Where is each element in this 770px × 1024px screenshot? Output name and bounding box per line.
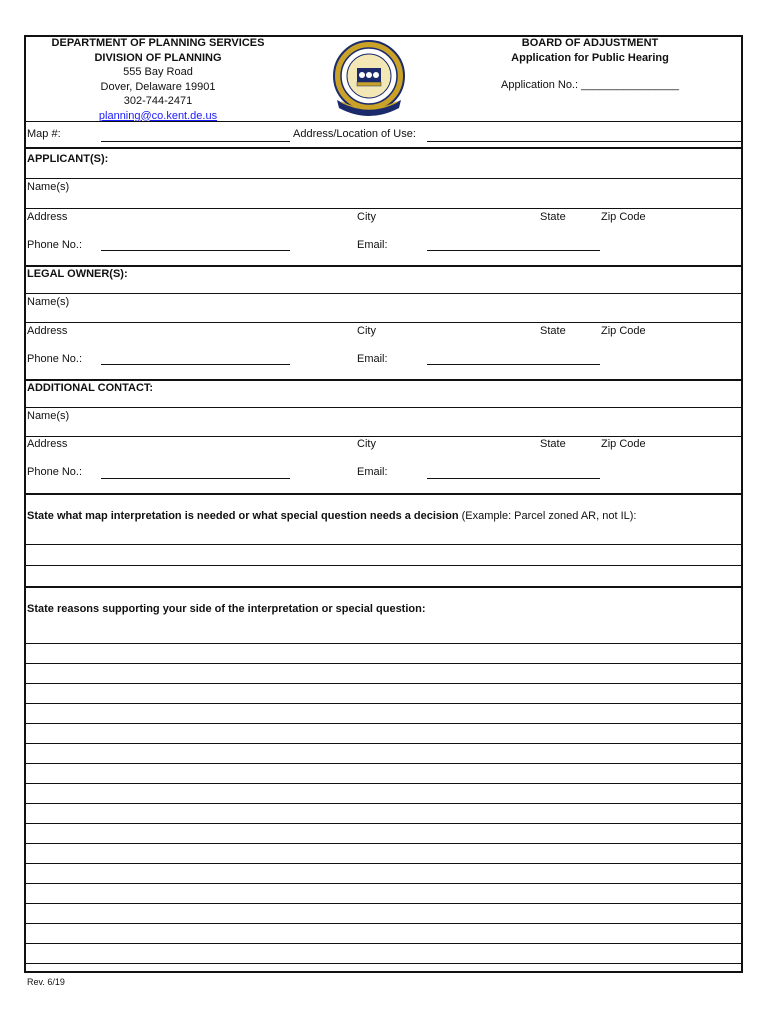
owner-email-label: Email: — [357, 353, 388, 365]
contact-names-field[interactable]: Name(s) — [27, 410, 70, 422]
contact-email-input[interactable] — [427, 478, 600, 479]
department-name: DEPARTMENT OF PLANNING SERVICES — [51, 37, 265, 49]
divider — [24, 178, 743, 179]
answer-line[interactable] — [24, 565, 743, 566]
divider — [24, 407, 743, 408]
division-name: DIVISION OF PLANNING — [94, 51, 222, 64]
owner-address-field[interactable]: Address — [27, 325, 68, 337]
map-number-label: Map #: — [27, 128, 61, 140]
answer-line[interactable] — [24, 823, 743, 824]
answer-line[interactable] — [24, 783, 743, 784]
form-frame — [24, 35, 743, 973]
answer-line[interactable] — [24, 743, 743, 744]
street-address: 555 Bay Road — [123, 66, 193, 78]
board-title-block — [490, 36, 690, 93]
applicant-phone-label: Phone No.: — [27, 239, 83, 251]
answer-line[interactable] — [24, 963, 743, 964]
applicant-phone-input[interactable] — [101, 250, 290, 251]
applicant-city-field[interactable]: City — [357, 211, 376, 223]
applicant-zip-field[interactable]: Zip Code — [601, 211, 646, 223]
answer-line[interactable] — [24, 703, 743, 704]
divider — [24, 265, 743, 267]
applicant-address-field[interactable]: Address — [27, 211, 68, 223]
applicant-email-label: Email: — [357, 239, 388, 251]
address-location-input[interactable] — [427, 141, 743, 142]
applicant-state-field[interactable]: State — [540, 211, 566, 223]
board-name: BOARD OF ADJUSTMENT — [521, 37, 659, 49]
answer-line[interactable] — [24, 643, 743, 644]
divider — [24, 147, 743, 149]
contact-address-field[interactable]: Address — [27, 438, 68, 450]
owner-names-field[interactable]: Name(s) — [27, 296, 70, 308]
answer-line[interactable] — [24, 723, 743, 724]
email-link[interactable]: planning@co.kent.de.us — [98, 109, 218, 122]
phone-number: 302-744-2471 — [123, 95, 193, 107]
address-location-label: Address/Location of Use: — [293, 128, 416, 140]
legal-owners-section-title: LEGAL OWNER(S): — [27, 268, 128, 280]
applicant-email-input[interactable] — [427, 250, 600, 251]
department-address-block — [40, 36, 276, 123]
contact-phone-label: Phone No.: — [27, 466, 83, 478]
divider — [24, 379, 743, 381]
supporting-reasons-question: State reasons supporting your side of the interpretation or special question: — [27, 603, 426, 615]
divider — [24, 493, 743, 495]
revision-label: Rev. 6/19 — [27, 977, 65, 987]
owner-email-input[interactable] — [427, 364, 600, 365]
additional-contact-section-title: ADDITIONAL CONTACT: — [27, 382, 154, 394]
owner-state-field[interactable]: State — [540, 325, 566, 337]
answer-line[interactable] — [24, 544, 743, 545]
answer-line[interactable] — [24, 663, 743, 664]
applicant-names-field[interactable]: Name(s) — [27, 181, 70, 193]
answer-line[interactable] — [24, 883, 743, 884]
application-number-field[interactable]: Application No.: ________________ — [501, 79, 679, 91]
owner-city-field[interactable]: City — [357, 325, 376, 337]
owner-phone-label: Phone No.: — [27, 353, 83, 365]
answer-line[interactable] — [24, 863, 743, 864]
divider — [24, 322, 743, 323]
kent-county-seal-icon — [329, 38, 409, 118]
applicants-section-title: APPLICANT(S): — [27, 153, 109, 165]
owner-phone-input[interactable] — [101, 364, 290, 365]
divider — [24, 293, 743, 294]
divider — [24, 208, 743, 209]
contact-state-field[interactable]: State — [540, 438, 566, 450]
answer-line[interactable] — [24, 803, 743, 804]
answer-line[interactable] — [24, 683, 743, 684]
answer-line[interactable] — [24, 763, 743, 764]
map-interpretation-question — [27, 510, 636, 522]
answer-line[interactable] — [24, 843, 743, 844]
contact-phone-input[interactable] — [101, 478, 290, 479]
answer-line[interactable] — [24, 943, 743, 944]
owner-zip-field[interactable]: Zip Code — [601, 325, 646, 337]
answer-line[interactable] — [24, 903, 743, 904]
divider — [24, 436, 743, 437]
map-number-input[interactable] — [101, 141, 290, 142]
form-title: Application for Public Hearing — [511, 51, 669, 64]
contact-city-field[interactable]: City — [357, 438, 376, 450]
city-state: Dover, Delaware 19901 — [100, 80, 216, 93]
answer-line[interactable] — [24, 923, 743, 924]
contact-zip-field[interactable]: Zip Code — [601, 438, 646, 450]
question1-bold-text: State what map interpretation is needed or what special question needs a decision — [27, 510, 459, 522]
divider — [24, 586, 743, 588]
contact-email-label: Email: — [357, 466, 388, 478]
divider — [24, 121, 743, 122]
question1-example-text: (Example: Parcel zoned AR, not IL): — [458, 510, 637, 522]
